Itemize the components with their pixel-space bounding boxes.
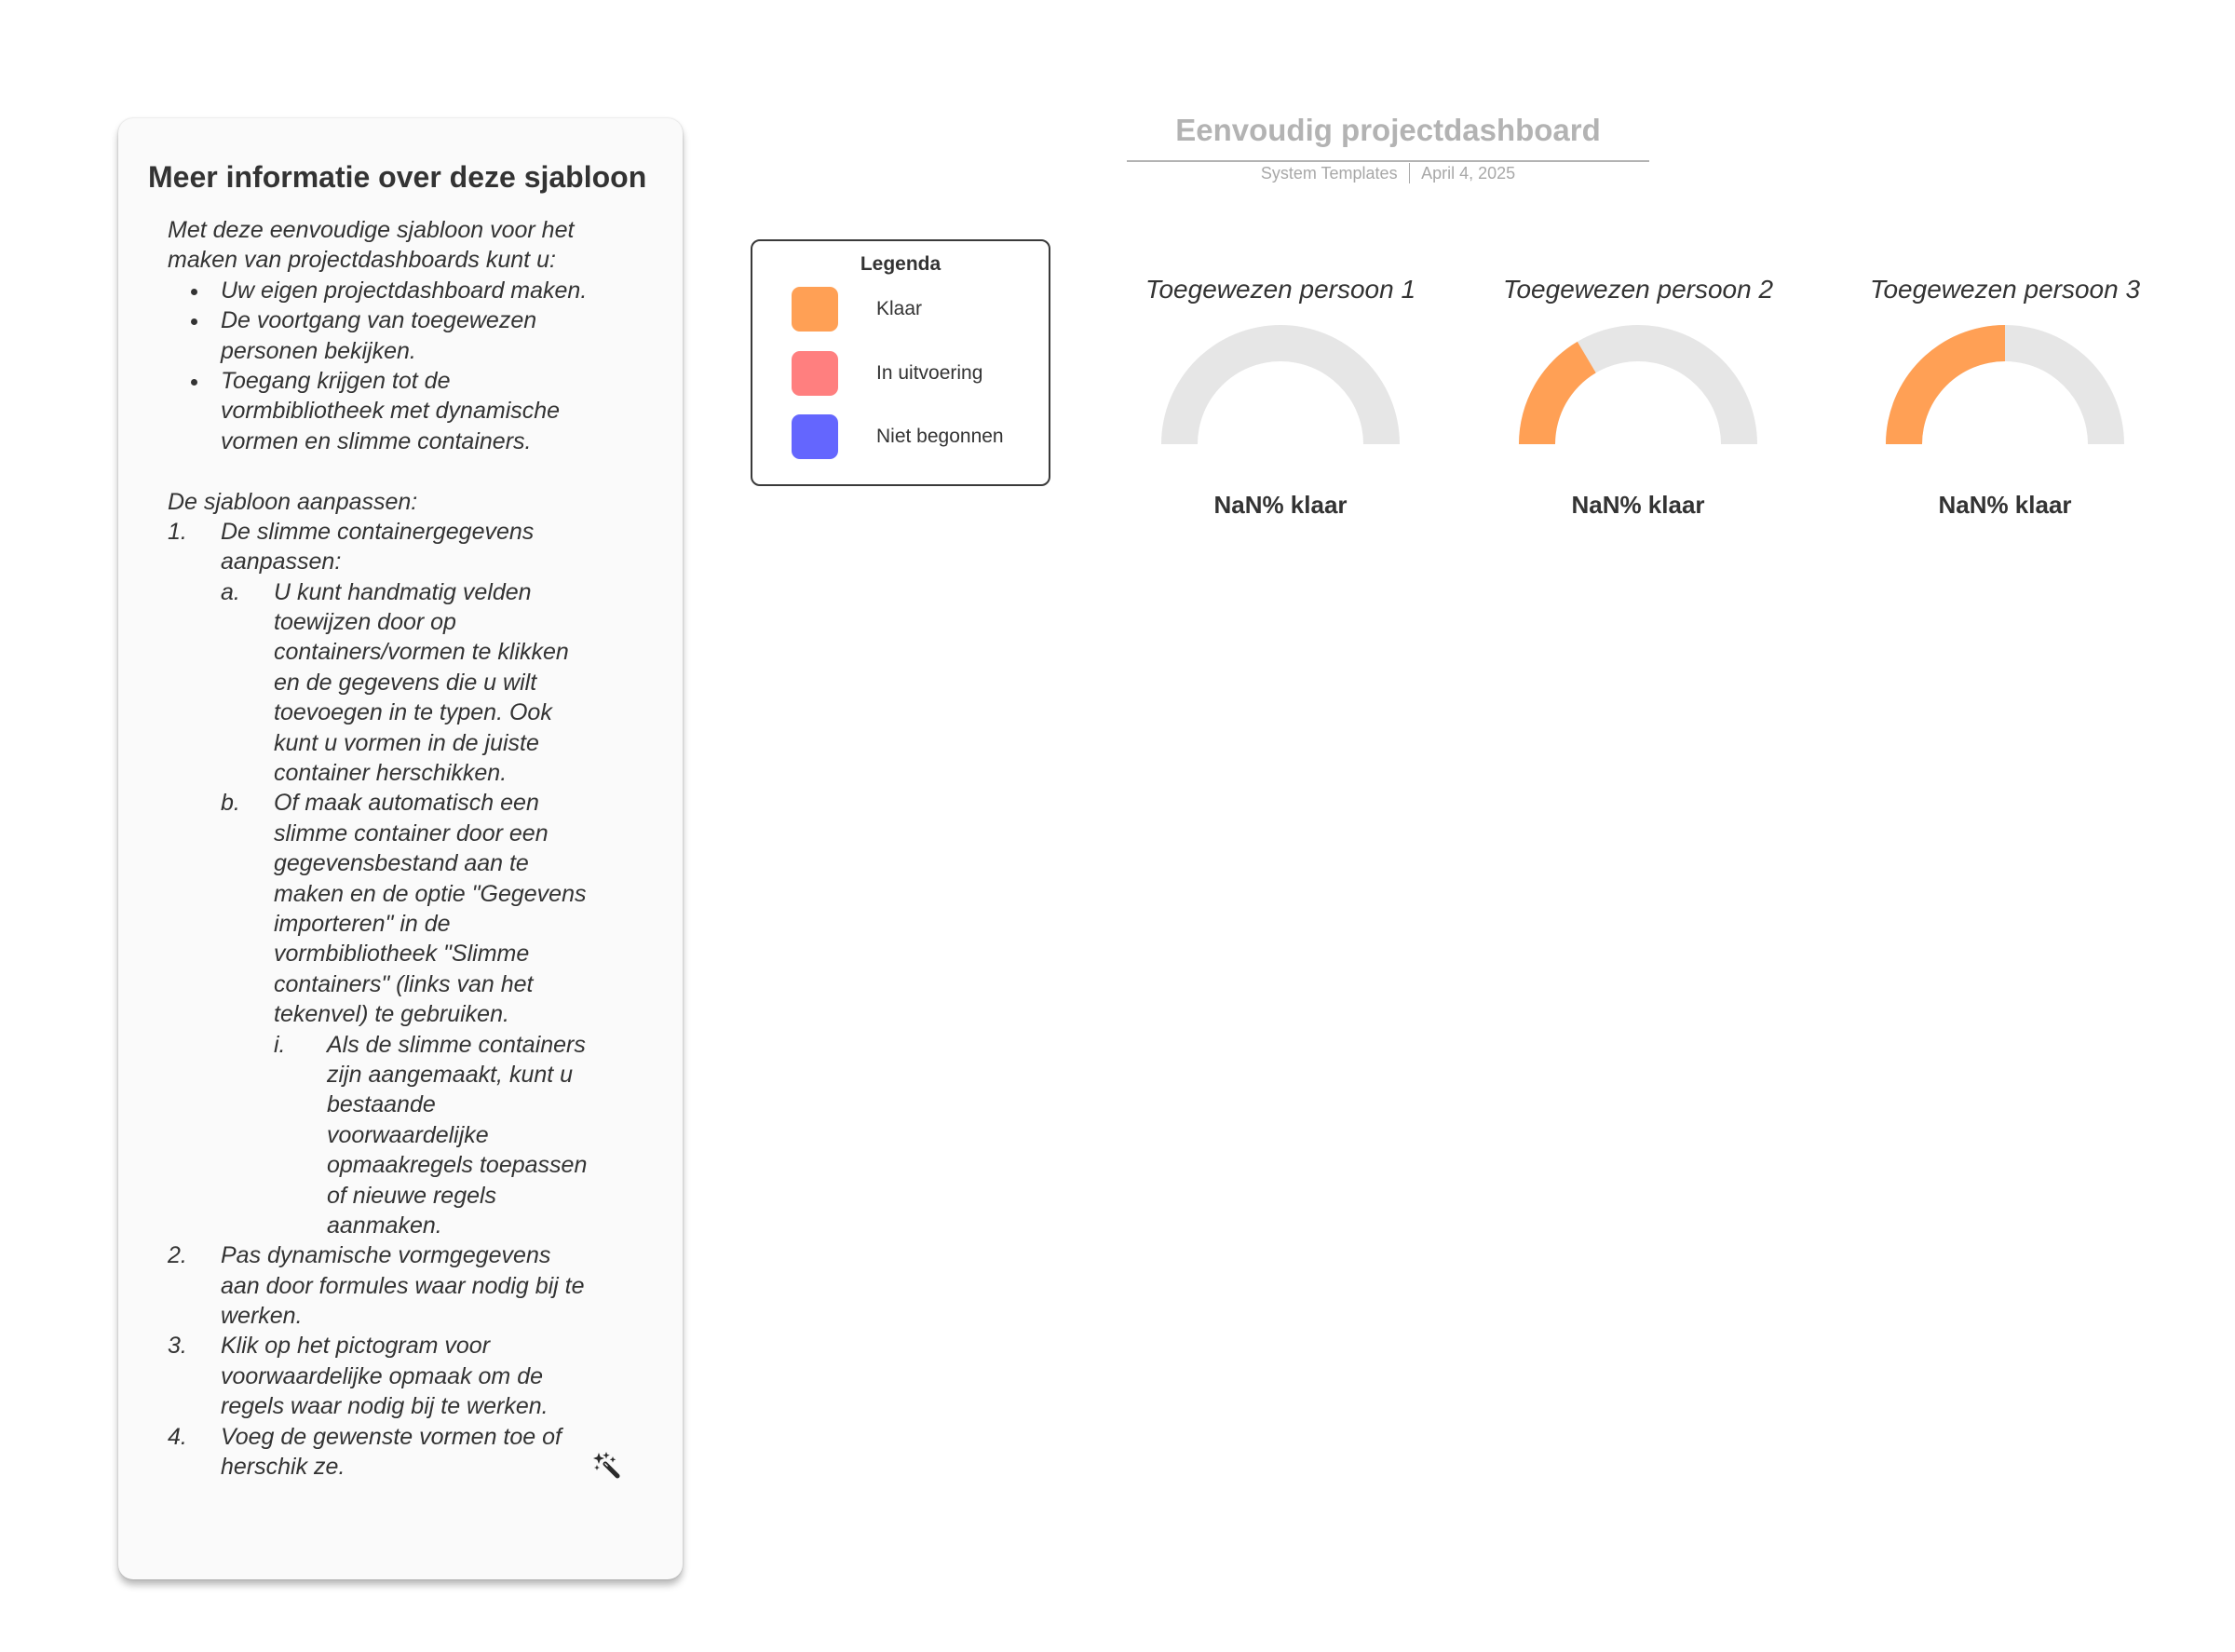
list-item-text: opmaakregels toepassen: [327, 1152, 588, 1179]
list-item-text: gegevensbestand aan te: [274, 850, 529, 877]
bullet-item-line: [168, 336, 670, 366]
gauge-fill: [1519, 342, 1596, 444]
gauge-chart: [1480, 311, 1796, 460]
gauge-title: Toegewezen persoon 1: [1145, 275, 1416, 304]
subsubstep-line: [168, 1090, 670, 1119]
gauge-chart: [1122, 311, 1439, 460]
bullet-item-line: [168, 427, 670, 456]
list-item-text: herschik ze.: [221, 1454, 345, 1481]
info-panel: [118, 118, 683, 1579]
substep-line: [168, 939, 670, 968]
bullet-item-line: [168, 305, 670, 335]
bullet-icon: [191, 289, 197, 295]
legend-item-in-uitvoering: [752, 351, 1049, 396]
panel-body: [168, 215, 670, 1482]
list-item-text: containers/vormen te klikken: [274, 639, 569, 666]
substep-line: [168, 848, 670, 878]
legend-title: Legenda: [860, 253, 941, 275]
list-marker: b.: [221, 790, 240, 817]
gauge-title: Toegewezen persoon 3: [1869, 275, 2141, 304]
template-source: System Templates: [1260, 164, 1398, 183]
step-line: [168, 1422, 670, 1452]
substep-line: [168, 728, 670, 758]
list-item-text: aan door formules waar nodig bij te: [221, 1272, 585, 1299]
gauge-track: [1161, 325, 1400, 444]
step-line: [168, 1361, 670, 1391]
gauge-value-label: NaN% klaar: [1938, 491, 2072, 519]
list-item-text: voorwaardelijke: [327, 1121, 489, 1148]
list-item-text: tekenvel) te gebruiken.: [274, 1001, 509, 1028]
list-item-text: toevoegen in te typen. Ook: [274, 699, 552, 726]
list-item-text: Toegang krijgen tot de: [221, 367, 451, 394]
magic-wand-icon[interactable]: [592, 1451, 620, 1479]
substep-line: [168, 909, 670, 939]
list-item-text: toewijzen door op: [274, 609, 456, 636]
list-item-text: vormbibliotheek "Slimme: [274, 941, 530, 968]
list-item-text: en de gegevens die u wilt: [274, 669, 537, 696]
template-date: April 4, 2025: [1421, 164, 1516, 183]
substep-line: [168, 637, 670, 667]
legend-label: Klaar: [876, 298, 923, 319]
legend-item-klaar: [752, 287, 1049, 332]
step-line: [168, 1271, 670, 1301]
blank-line: [168, 456, 670, 486]
list-item-text: Uw eigen projectdashboard maken.: [221, 277, 588, 304]
bullet-icon: [191, 318, 197, 325]
list-item-text: personen bekijken.: [221, 337, 416, 364]
step-line: [168, 547, 670, 576]
gauge-value-label: NaN% klaar: [1213, 491, 1348, 519]
list-item-text: aanpassen:: [221, 548, 342, 575]
list-marker: a.: [221, 578, 240, 605]
list-item-text: regels waar nodig bij te werken.: [221, 1393, 549, 1420]
list-item-text: slimme container door een: [274, 819, 549, 846]
step-line: [168, 517, 670, 547]
subsubstep-line: [168, 1030, 670, 1060]
subsubstep-line: [168, 1211, 670, 1240]
step-line: [168, 1391, 670, 1421]
substep-line: [168, 879, 670, 909]
list-item-text: Klik op het pictogram voor: [221, 1333, 491, 1360]
list-item-text: Pas dynamische vormgegevens: [221, 1242, 551, 1269]
list-item-text: U kunt handmatig velden: [274, 578, 532, 605]
list-item-text: Of maak automatisch een: [274, 790, 539, 817]
list-marker: 2.: [168, 1242, 187, 1269]
list-item-text: Met deze eenvoudige sjabloon voor het: [168, 217, 575, 243]
legend-label: Niet begonnen: [876, 426, 1004, 447]
list-item-text: vormbibliotheek met dynamische: [221, 398, 561, 425]
list-item-text: voorwaardelijke opmaak om de: [221, 1362, 544, 1389]
bullet-item-line: [168, 366, 670, 396]
list-item-text: aanmaken.: [327, 1212, 442, 1239]
subsubstep-line: [168, 1150, 670, 1180]
gauge-person-2: [1480, 274, 1796, 553]
legend-item-niet-begonnen: [752, 414, 1049, 459]
bullet-icon: [191, 379, 197, 386]
list-item-text: werken.: [221, 1303, 303, 1330]
list-item-text: zijn aangemaakt, kunt u: [327, 1061, 574, 1088]
legend-swatch: [792, 414, 838, 459]
list-marker: 3.: [168, 1333, 187, 1360]
substep-line: [168, 668, 670, 697]
intro-line: [168, 245, 670, 275]
substep-line: [168, 969, 670, 999]
substep-line: [168, 577, 670, 607]
list-item-text: importeren" in de: [274, 910, 451, 937]
list-marker: 1.: [168, 518, 187, 545]
list-item-text: containers" (links van het: [274, 970, 534, 997]
gauge-person-3: [1847, 274, 2163, 553]
list-item-text: maken van projectdashboards kunt u:: [168, 247, 556, 274]
bullet-item-line: [168, 276, 670, 305]
substep-line: [168, 697, 670, 727]
list-item-text: De sjabloon aanpassen:: [168, 488, 418, 515]
gauge-value-label: NaN% klaar: [1571, 491, 1705, 519]
list-item-text: De slimme containergegevens: [221, 518, 535, 545]
dashboard-subtitle: [1127, 162, 1649, 184]
subsubstep-line: [168, 1181, 670, 1211]
gauge-fill: [1886, 325, 2005, 444]
substep-line: [168, 999, 670, 1029]
list-item-text: maken en de optie "Gegevens: [274, 880, 587, 907]
intro-line: [168, 215, 670, 245]
legend-swatch: [792, 287, 838, 332]
gauge-title: Toegewezen persoon 2: [1502, 275, 1774, 304]
list-marker: i.: [274, 1031, 286, 1058]
legend-label: In uitvoering: [876, 362, 983, 384]
substep-line: [168, 788, 670, 818]
list-item-text: kunt u vormen in de juiste: [274, 729, 539, 756]
substep-line: [168, 758, 670, 788]
dashboard-title: Eenvoudig projectdashboard: [1175, 113, 1601, 147]
list-item-text: container herschikken.: [274, 760, 508, 787]
list-item-text: of nieuwe regels: [327, 1182, 497, 1209]
step-line: [168, 1301, 670, 1331]
gauge-person-1: [1122, 274, 1439, 553]
legend-swatch: [792, 351, 838, 396]
list-marker: 4.: [168, 1423, 187, 1450]
panel-heading: Meer informatie over deze sjabloon: [148, 160, 647, 194]
substep-line: [168, 607, 670, 637]
list-item-text: bestaande: [327, 1091, 436, 1118]
step-line: [168, 1240, 670, 1270]
substep-line: [168, 819, 670, 848]
list-item-text: Als de slimme containers: [327, 1031, 586, 1058]
legend: [751, 239, 1050, 486]
gauge-chart: [1847, 311, 2163, 460]
subtitle-separator: [1409, 163, 1411, 183]
list-item-text: vormen en slimme containers.: [221, 427, 532, 454]
subsubstep-line: [168, 1060, 670, 1090]
step-line: [168, 1331, 670, 1361]
list-item-text: Voeg de gewenste vormen toe of: [221, 1423, 562, 1450]
bullet-item-line: [168, 396, 670, 426]
list-item-text: De voortgang van toegewezen: [221, 307, 537, 334]
subsubstep-line: [168, 1120, 670, 1150]
customize-heading: [168, 487, 670, 517]
